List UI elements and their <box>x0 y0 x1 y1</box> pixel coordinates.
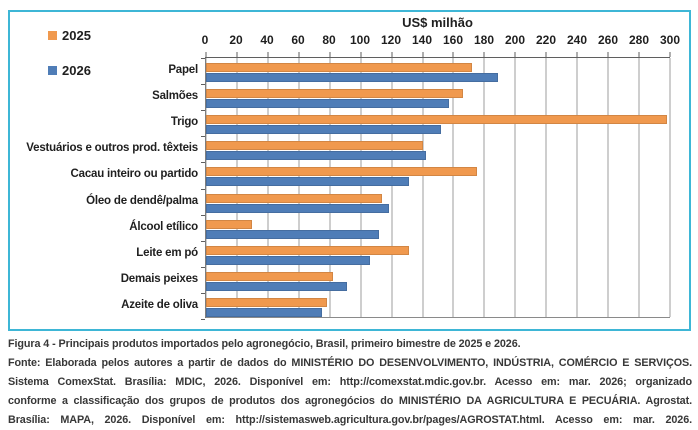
caption-source-line: Brasília: MAPA, 2026. Disponível em: http://sistemasweb.agricultura.gov.br/pages/AGROSTAT.html. Acesso em: mar. 2026. <box>8 414 692 426</box>
category-label: Leite em pó <box>136 246 198 259</box>
category-row <box>206 293 670 319</box>
x-tick-label: 180 <box>473 33 495 47</box>
x-axis-tick-mark <box>577 52 578 57</box>
x-axis-tick-mark <box>422 52 423 57</box>
category-label: Demais peixes <box>120 272 198 285</box>
figure-caption <box>8 335 692 430</box>
category-boundary-tick <box>201 162 205 163</box>
category-boundary-tick <box>201 84 205 85</box>
bar-2026 <box>206 230 379 239</box>
category-row <box>206 267 670 293</box>
bar-2026 <box>206 204 389 213</box>
plot-area <box>205 57 670 318</box>
category-boundary-tick <box>201 110 205 111</box>
x-tick-label: 0 <box>201 33 209 47</box>
x-tick-label: 260 <box>597 33 619 47</box>
category-boundary-tick <box>201 58 205 59</box>
x-axis-tick-mark <box>360 52 361 57</box>
x-tick-label: 240 <box>566 33 588 47</box>
x-axis-tick-mark <box>515 52 516 57</box>
category-boundary-tick <box>201 215 205 216</box>
category-boundary-tick <box>201 267 205 268</box>
caption-source-line: Fonte: Elaborada pelos autores a partir de dados do MINISTÉRIO DO DESENVOLVIMENTO, INDÚSTRIA, COMÉRCIO E SERVIÇOS. <box>8 357 692 369</box>
bar-2025 <box>206 167 477 176</box>
category-label: Álcool etílico <box>129 220 198 233</box>
x-axis-tick-mark <box>670 52 671 57</box>
category-row <box>206 189 670 215</box>
bar-2026 <box>206 282 347 291</box>
category-label: Azeite de oliva <box>121 298 198 311</box>
x-tick-label: 300 <box>659 33 681 47</box>
legend-swatch <box>48 31 57 40</box>
x-tick-label: 20 <box>229 33 243 47</box>
category-label: Vestuários e outros prod. têxteis <box>26 142 198 155</box>
bar-2025 <box>206 89 463 98</box>
x-axis-title: US$ milhão <box>402 15 473 30</box>
x-axis-tick-mark <box>484 52 485 57</box>
bar-2025 <box>206 220 252 229</box>
caption-source-line: conforme a classificação dos grupos de produtos dos agronegócios do MINISTÉRIO DA AGRICULTURA E PECUÁRIA. Agrostat. <box>8 395 692 407</box>
bar-2026 <box>206 73 498 82</box>
bar-2025 <box>206 115 667 124</box>
category-boundary-tick <box>201 293 205 294</box>
x-tick-label: 220 <box>535 33 557 47</box>
category-row <box>206 162 670 188</box>
bar-2025 <box>206 194 382 203</box>
category-row <box>206 84 670 110</box>
caption-title: Figura 4 - Principais produtos importados pelo agronegócio, Brasil, primeiro bimestre de 2025 e 2026. <box>8 338 521 350</box>
x-tick-label: 280 <box>628 33 650 47</box>
bar-2026 <box>206 125 441 134</box>
category-label: Salmões <box>152 90 198 103</box>
x-tick-label: 60 <box>291 33 305 47</box>
bar-2025 <box>206 63 472 72</box>
x-axis-tick-mark <box>329 52 330 57</box>
category-label: Papel <box>168 64 198 76</box>
caption-source-line: Sistema ComexStat. Brasília: MDIC, 2026. Disponível em: http://comexstat.mdic.gov.br. Acesso em: mar. 2026; organizado <box>8 376 692 388</box>
x-axis-tick-mark <box>298 52 299 57</box>
category-row <box>206 110 670 136</box>
category-labels <box>14 57 198 318</box>
x-axis-tick-mark <box>236 52 237 57</box>
x-tick-label: 100 <box>349 33 370 47</box>
bar-2025 <box>206 272 333 281</box>
x-tick-label: 140 <box>411 33 433 47</box>
x-axis-tick-mark <box>206 52 207 57</box>
bar-2026 <box>206 256 370 265</box>
x-axis-tick-mark <box>639 52 640 57</box>
legend-label: 2025 <box>62 28 91 43</box>
category-label: Cacau inteiro ou partido <box>70 168 198 181</box>
category-boundary-tick <box>201 189 205 190</box>
x-axis-tick-mark <box>453 52 454 57</box>
category-row <box>206 241 670 267</box>
bar-2025 <box>206 246 409 255</box>
category-row <box>206 136 670 162</box>
x-axis-tick-labels <box>201 33 681 48</box>
legend-label: 2026 <box>62 63 91 78</box>
x-tick-label: 120 <box>380 33 402 47</box>
x-axis-tick-mark <box>608 52 609 57</box>
category-row <box>206 215 670 241</box>
x-tick-label: 200 <box>504 33 525 47</box>
bar-2025 <box>206 298 327 307</box>
legend-item-2025 <box>48 28 91 43</box>
category-boundary-tick <box>201 241 205 242</box>
bar-2026 <box>206 308 322 317</box>
category-label: Óleo de dendê/palma <box>86 194 198 207</box>
bar-2026 <box>206 99 449 108</box>
x-tick-label: 160 <box>442 33 464 47</box>
category-boundary-tick <box>201 136 205 137</box>
bar-2026 <box>206 177 409 186</box>
bar-2025 <box>206 141 423 150</box>
x-axis-tick-mark <box>546 52 547 57</box>
x-axis-tick-mark <box>267 52 268 57</box>
x-axis-tick-mark <box>391 52 392 57</box>
x-tick-label: 40 <box>260 33 274 47</box>
x-tick-label: 80 <box>322 33 336 47</box>
category-boundary-tick <box>201 319 205 320</box>
category-row <box>206 58 670 84</box>
category-label: Trigo <box>170 116 198 129</box>
chart-figure <box>8 10 691 331</box>
bar-2026 <box>206 151 426 160</box>
